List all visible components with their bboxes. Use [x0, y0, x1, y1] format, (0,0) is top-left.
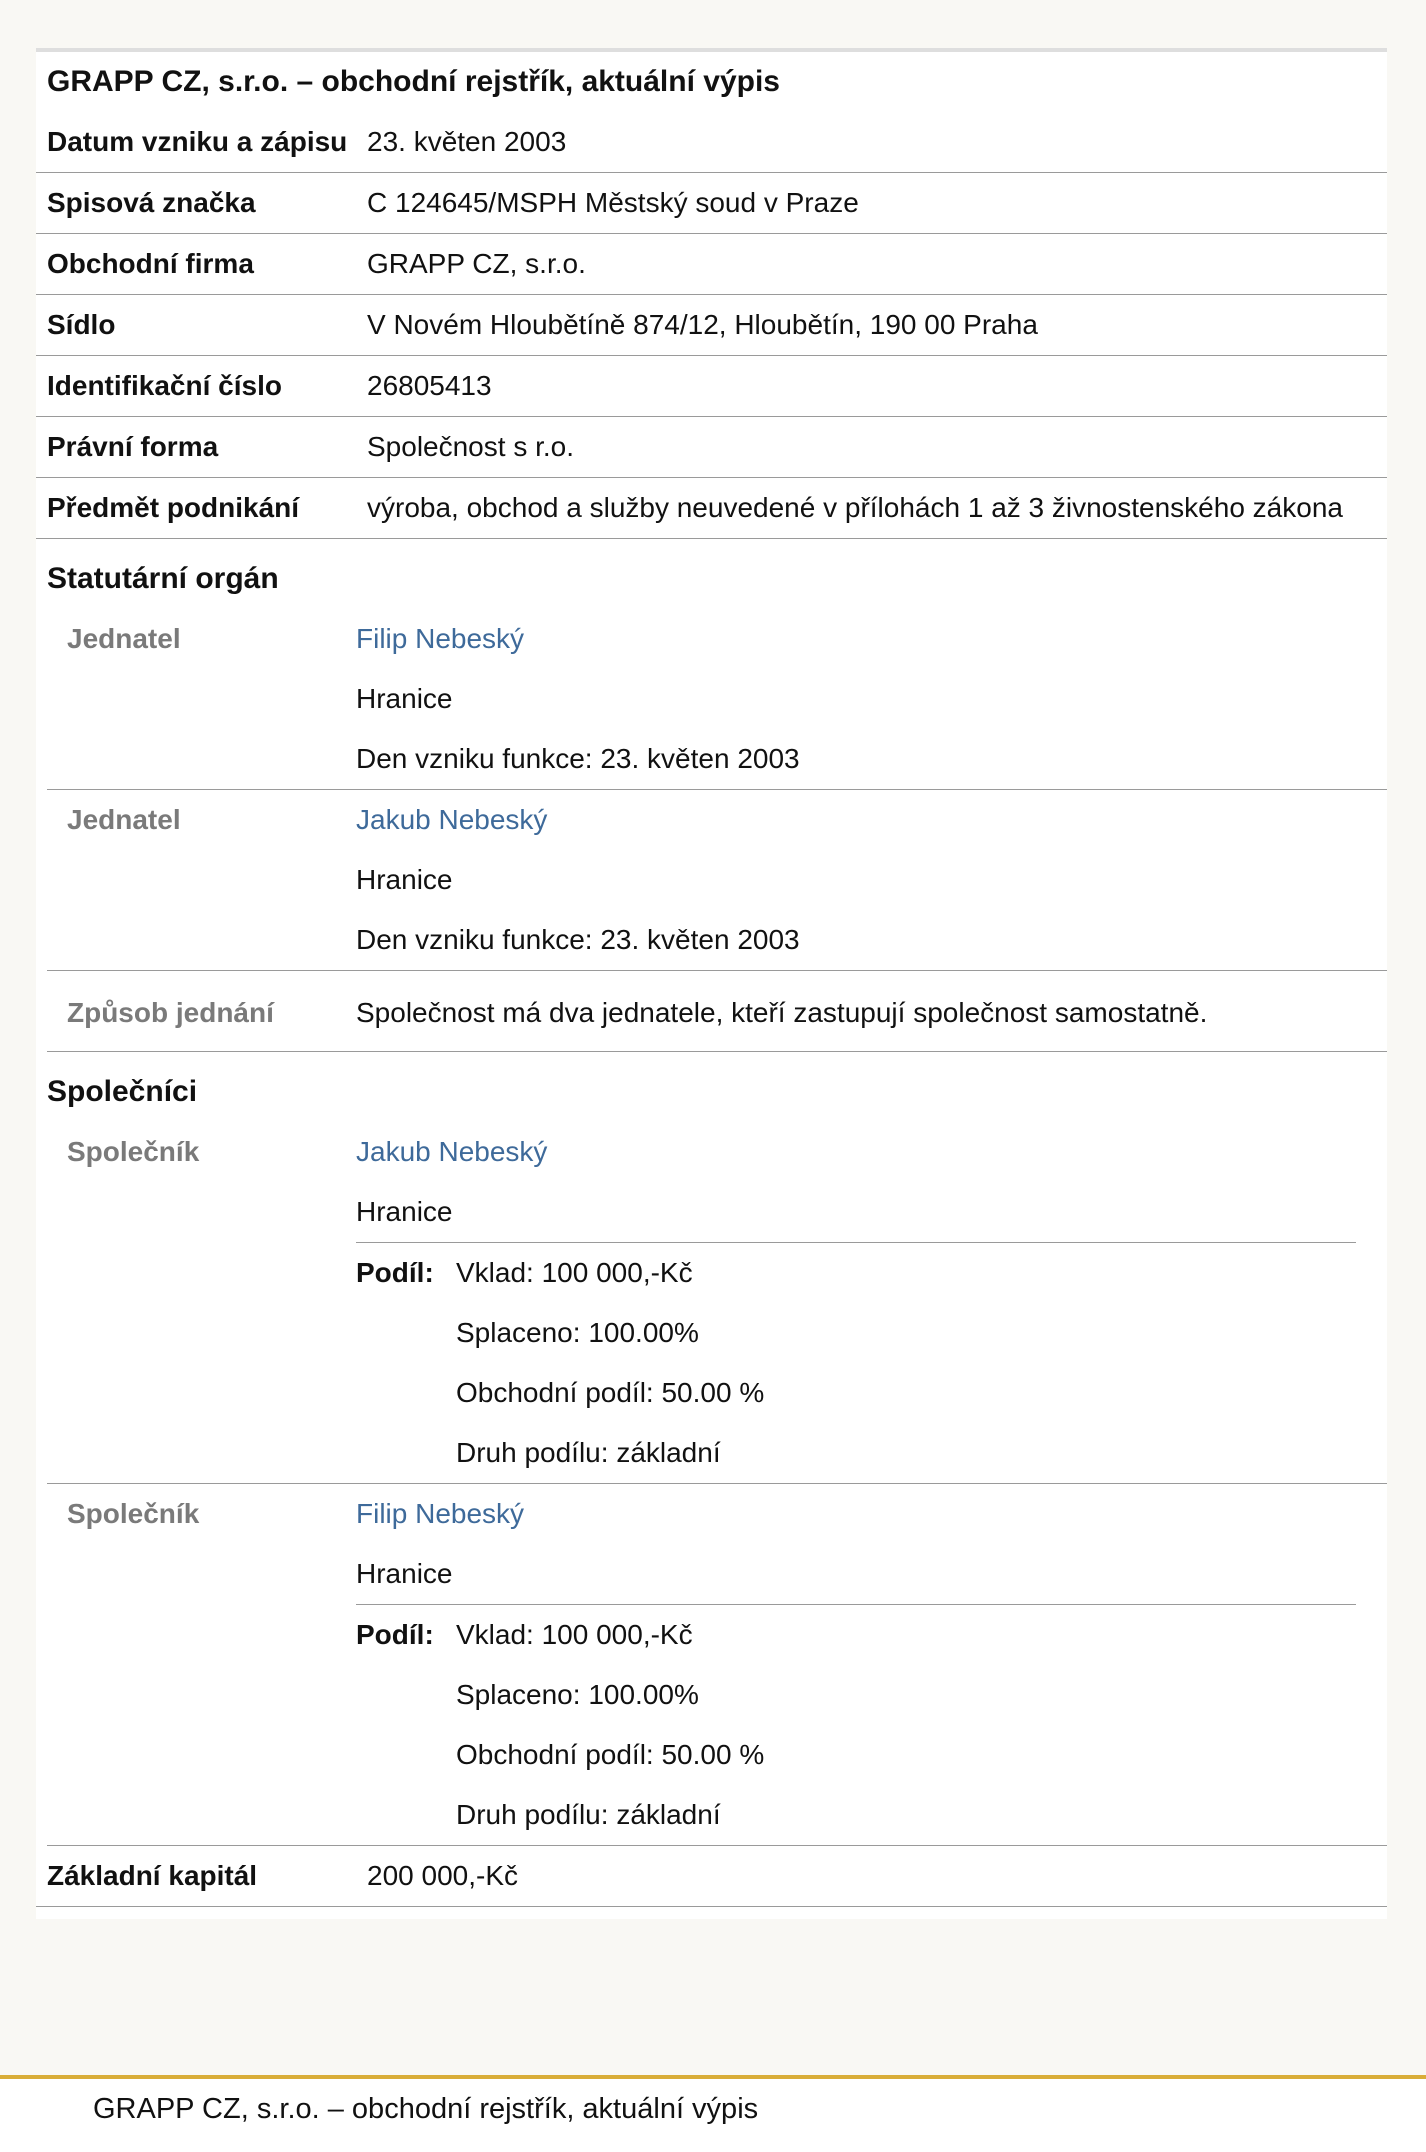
row-value: V Novém Hloubětíně 874/12, Hloubětín, 190 00 Praha: [367, 309, 1038, 340]
partner-share: [356, 1604, 1356, 1845]
member-details: [356, 790, 1387, 970]
row-label: Spisová značka: [47, 187, 256, 218]
row-value: Společnost s r.o.: [367, 431, 575, 462]
share-type: Druh podílu: základní: [456, 1437, 721, 1468]
partner-role: Společník: [67, 1136, 200, 1167]
row-label: Základní kapitál: [47, 1860, 258, 1891]
partner-city: Hranice: [356, 1558, 453, 1589]
row-label: Předmět podnikání: [47, 492, 300, 523]
share-percentage: Obchodní podíl: 50.00 %: [456, 1377, 765, 1408]
partner-details: [356, 1122, 1387, 1483]
share-deposit: Vklad: 100 000,-Kč: [456, 1257, 693, 1288]
row-value: C 124645/MSPH Městský soud v Praze: [367, 187, 859, 218]
member-name-link[interactable]: Filip Nebeský: [356, 623, 525, 654]
row-file-number: [36, 173, 1387, 234]
row-id-number: [36, 356, 1387, 417]
row-founding-date: [36, 112, 1387, 173]
share-deposit: Vklad: 100 000,-Kč: [456, 1619, 693, 1650]
row-company-name: [36, 234, 1387, 295]
share-label: Podíl:: [356, 1257, 434, 1288]
share-percentage: Obchodní podíl: 50.00 %: [456, 1739, 765, 1770]
statutory-member: [47, 609, 1387, 790]
share-paid: Splaceno: 100.00%: [456, 1679, 699, 1710]
section-partners: Společníci: [47, 1075, 198, 1108]
partner-city: Hranice: [356, 1196, 453, 1227]
row-value: 23. květen 2003: [367, 126, 567, 157]
row-value: 26805413: [367, 370, 492, 401]
member-role: Jednatel: [67, 804, 181, 835]
row-label: Sídlo: [47, 309, 116, 340]
row-value: výroba, obchod a služby neuvedené v přílohách 1 až 3 živnostenského zákona: [367, 492, 1343, 523]
partner: [47, 1484, 1387, 1846]
acting-method: [47, 971, 1387, 1052]
member-since: Den vzniku funkce: 23. květen 2003: [356, 924, 800, 955]
partner-name-link[interactable]: Filip Nebeský: [356, 1498, 525, 1529]
row-value: GRAPP CZ, s.r.o.: [367, 248, 586, 279]
share-details: [456, 1243, 1356, 1483]
member-city: Hranice: [356, 864, 453, 895]
row-label: Identifikační číslo: [47, 370, 282, 401]
member-since: Den vzniku funkce: 23. květen 2003: [356, 743, 800, 774]
member-role: Jednatel: [67, 623, 181, 654]
partner-details: [356, 1484, 1387, 1845]
share-details: [456, 1605, 1356, 1845]
page-title: GRAPP CZ, s.r.o. – obchodní rejstřík, aktuální výpis: [47, 65, 780, 98]
row-value: 200 000,-Kč: [367, 1860, 518, 1891]
share-type: Druh podílu: základní: [456, 1799, 721, 1830]
row-registered-office: [36, 295, 1387, 356]
page-footer: [0, 2075, 1426, 2152]
row-business-activity: [36, 478, 1387, 539]
register-extract: [36, 48, 1387, 1919]
partner-name-link[interactable]: Jakub Nebeský: [356, 1136, 548, 1167]
acting-method-label: Způsob jednání: [67, 997, 274, 1028]
row-registered-capital: [36, 1846, 1387, 1907]
partner-share: [356, 1242, 1356, 1483]
row-label: Datum vzniku a zápisu: [47, 126, 348, 157]
member-name-link[interactable]: Jakub Nebeský: [356, 804, 548, 835]
section-statutory-body: Statutární orgán: [47, 562, 279, 595]
row-label: Právní forma: [47, 431, 219, 462]
share-label: Podíl:: [356, 1619, 434, 1650]
row-legal-form: [36, 417, 1387, 478]
row-label: Obchodní firma: [47, 248, 254, 279]
partner: [47, 1122, 1387, 1484]
sheet-bottom-spacer: [36, 1907, 1387, 1919]
member-details: [356, 609, 1387, 789]
member-city: Hranice: [356, 683, 453, 714]
footer-text: GRAPP CZ, s.r.o. – obchodní rejstřík, aktuální výpis: [93, 2093, 759, 2125]
acting-method-value: Společnost má dva jednatele, kteří zastupují společnost samostatně.: [356, 997, 1208, 1028]
share-paid: Splaceno: 100.00%: [456, 1317, 699, 1348]
statutory-member: [47, 790, 1387, 971]
partner-role: Společník: [67, 1498, 200, 1529]
